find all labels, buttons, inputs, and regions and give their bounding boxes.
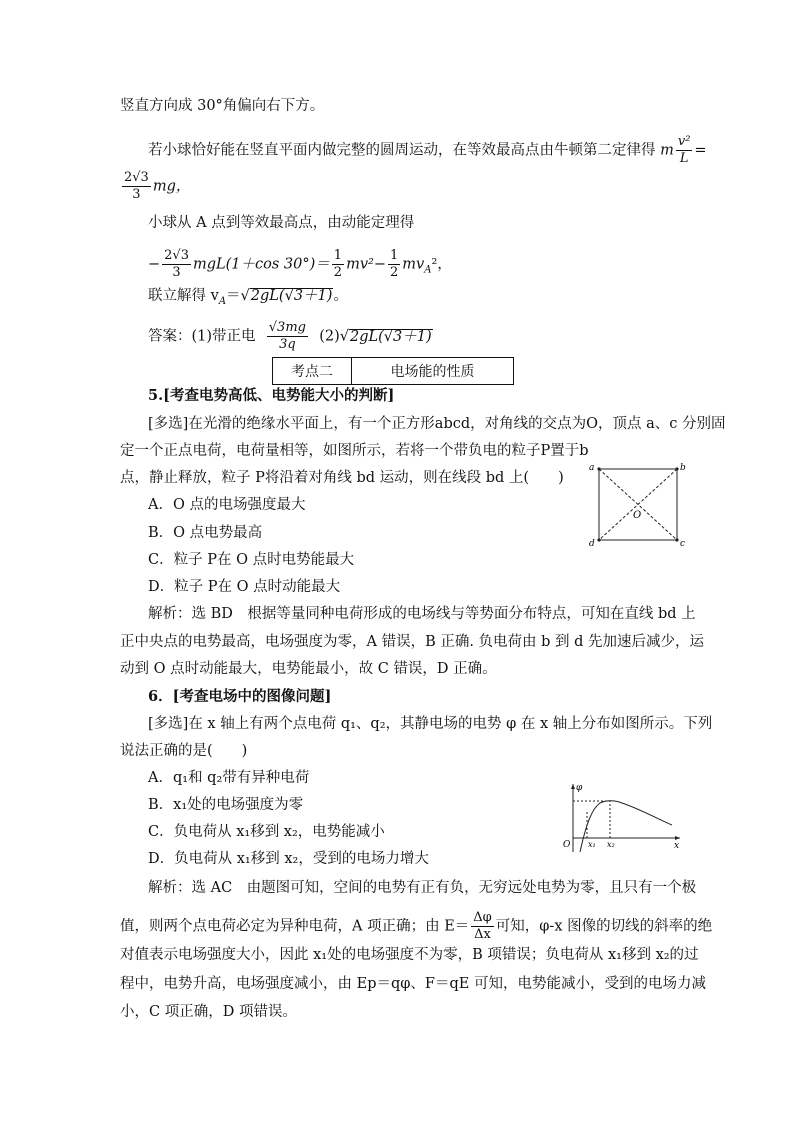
- newton-result: $\frac{2√3}{3}$ mg，: [124, 170, 191, 202]
- q6-title: 6．[考查电场中的图像问题]: [148, 688, 332, 705]
- section-header-table: [272, 357, 514, 385]
- energy-equation: − $\frac{2√3}{3}$ mgL(1＋cos 30°)＝ $\frac{1}{2}$ mv²− $\frac{1}{2}$ $mv_A^2$，: [148, 248, 452, 280]
- solve-line: 联立解得 $v_A=√2gL(√3+1)$。: [148, 288, 348, 307]
- q5-option-a: A．O 点的电场强度最大: [148, 497, 306, 513]
- answer-line: 答案：(1)带正电 $\frac{√3mg}{3q}$ (2)√2gL(√3＋1): [148, 320, 432, 352]
- q6-option-a: A．q₁和 q₂带有异种电荷: [148, 770, 310, 786]
- origin-label: O: [563, 840, 571, 850]
- label-c: c: [680, 539, 686, 549]
- q6-analysis: 程中，电势升高，电场强度减小，由 Ep＝qφ、F＝qE 可知，电势能减小，受到的电场力减: [120, 976, 706, 992]
- q6-option-b: B．x₁处的电场强度为零: [148, 797, 304, 813]
- x2-label: x₂: [607, 840, 615, 849]
- fraction: $\frac{2√3}{3}$: [164, 248, 189, 280]
- q5-analysis: 正中央点的电势最高，电场强度为零，A 错误，B 正确. 负电荷由 b 到 d 先加速后减少，运: [120, 634, 705, 650]
- phi-label: φ: [576, 783, 583, 793]
- q5-analysis: 动到 O 点时动能最大，电势能最小，故 C 错误，D 正确。: [120, 661, 497, 677]
- q5-option-b: B．O 点电势最高: [148, 525, 263, 541]
- fraction: $\frac{1}{2}$: [389, 248, 399, 280]
- potential-graph: [560, 780, 685, 855]
- label-d: d: [589, 539, 595, 549]
- q6-analysis: 解析：选 AC 由题图可知，空间的电势有正有负，无穷远处电势为零，且只有一个极: [148, 880, 697, 896]
- q5-option-d: D．粒子 P在 O 点时动能最大: [148, 579, 341, 595]
- q5-line: [多选]在光滑的绝缘水平面上，有一个正方形abcd，对角线的交点为O，顶点 a、c 分别固: [148, 416, 726, 432]
- fraction: $\frac{2√3}{3}$: [124, 170, 149, 202]
- section-number: 考点二: [273, 358, 352, 384]
- q5-title: 5.[考查电势高低、电势能大小的判断]: [148, 387, 395, 404]
- energy-paragraph: 小球从 A 点到等效最高点，由动能定理得: [148, 215, 415, 231]
- label-o: O: [633, 510, 642, 521]
- q6-analysis: 值，则两个点电荷必定为异种电荷，A 项正确；由 E＝ $\frac{\Delta\varphi}{\Delta x}$ 可知，φ-x 图像的切线的斜率的绝: [120, 910, 713, 942]
- q5-option-c: C．粒子 P在 O 点时电势能最大: [148, 552, 355, 568]
- q5-analysis: 解析：选 BD 根据等量同种电荷形成的电场线与等势面分布特点，可知在直线 bd 上: [148, 606, 696, 622]
- fraction: $\frac{√3mg}{3q}$: [268, 320, 306, 352]
- fraction: $\frac{\text{v²}}{L}$: [677, 134, 691, 166]
- q5-line: 定一个正点电荷，电荷量相等，如图所示，若将一个带负电的粒子P置于b: [120, 443, 589, 459]
- q6-analysis: 小，C 项正确，D 项错误。: [120, 1004, 297, 1020]
- q6-line: [多选]在 x 轴上有两个点电荷 q₁、q₂，其静电场的电势 φ 在 x 轴上分布如图所示。下列: [148, 716, 713, 732]
- q6-option-d: D．负电荷从 x₁移到 x₂，受到的电场力增大: [148, 851, 429, 867]
- square-diagram: [585, 458, 690, 550]
- section-title: 电场能的性质: [390, 364, 475, 380]
- q5-line: 点，静止释放，粒子 P将沿着对角线 bd 运动，则在线段 bd 上( ): [120, 470, 564, 486]
- q6-option-c: C．负电荷从 x₁移到 x₂，电势能减小: [148, 824, 385, 840]
- label-b: b: [680, 463, 686, 473]
- newton-text: 若小球恰好能在竖直平面内做完整的圆周运动，在等效最高点由牛顿第二定律得: [148, 142, 656, 159]
- fraction: $\frac{1}{2}$: [333, 248, 343, 280]
- text-line: 竖直方向成 30°角偏向右下方。: [120, 98, 325, 114]
- fraction: $\frac{\Delta\varphi}{\Delta x}$: [473, 910, 492, 942]
- newton-paragraph: 若小球恰好能在竖直平面内做完整的圆周运动，在等效最高点由牛顿第二定律得 m $\frac{\text{v²}}{L}$ =: [148, 134, 707, 166]
- label-a: a: [589, 463, 595, 473]
- q6-analysis: 对值表示电场强度大小，因此 x₁处的电场强度不为零，B 项错误；负电荷从 x₁移到 x₂的过: [120, 947, 699, 963]
- x1-label: x₁: [588, 840, 596, 849]
- q6-line: 说法正确的是( ): [120, 743, 248, 759]
- x-label: x: [674, 841, 680, 851]
- mass-symbol: m: [660, 142, 674, 159]
